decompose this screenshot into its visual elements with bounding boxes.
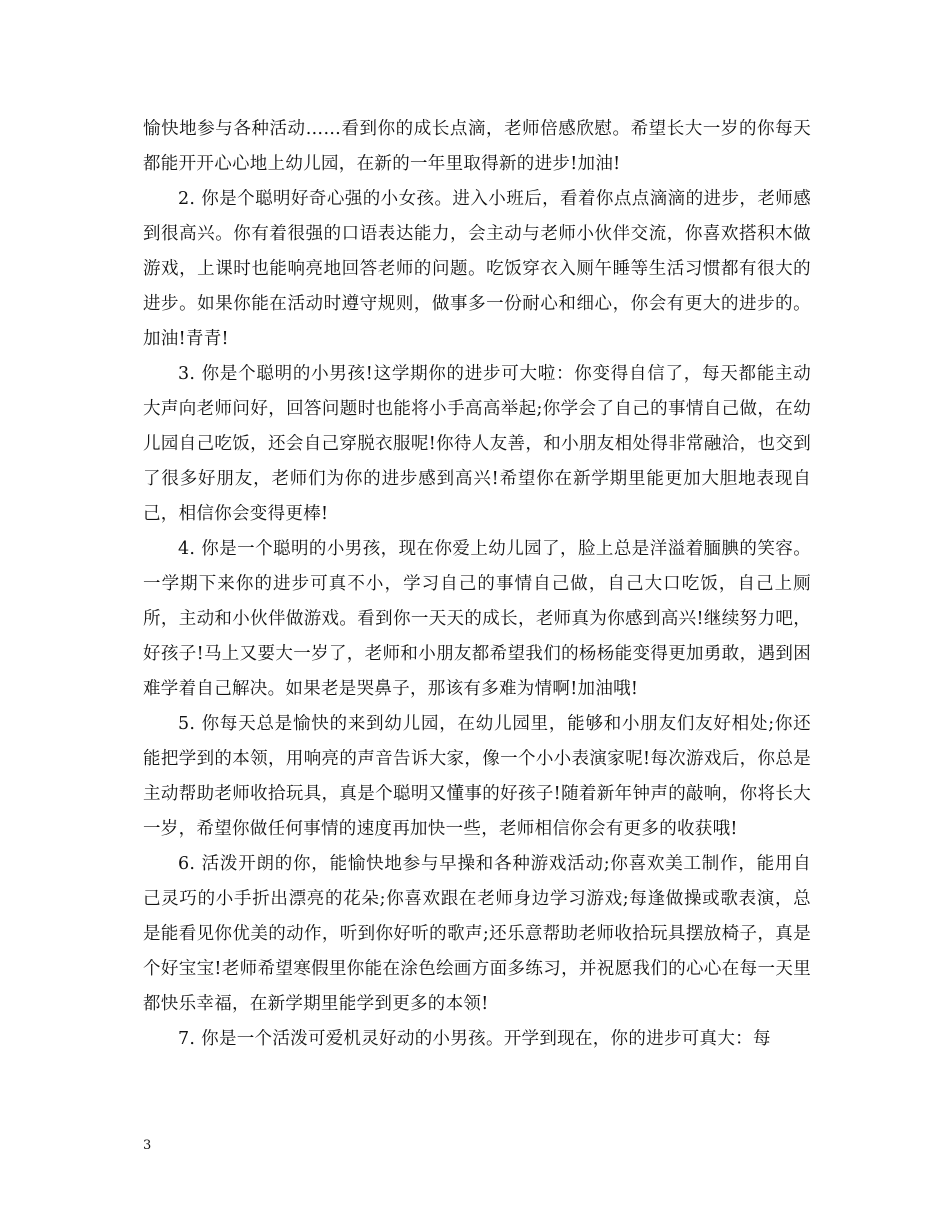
page-number: 3	[143, 1138, 152, 1153]
paragraph-item-3: 3. 你是个聪明的小男孩!这学期你的进步可大啦：你变得自信了，每天都能主动大声向老师问好，回答问题时也能将小手高高举起;你学会了自己的事情自己做，在幼儿园自己吃饭，还会自己穿脱衣服呢!你待人友善，和小朋友相处得非常融洽，也交到了很多好朋友，老师们为你的进步感到高兴!希望你在新学期里能更加大胆地表现自己，相信你会变得更棒!	[143, 364, 811, 524]
paragraph-item-4: 4. 你是一个聪明的小男孩，现在你爱上幼儿园了，脸上总是洋溢着腼腆的笑容。一学期下来你的进步可真不小，学习自己的事情自己做，自己大口吃饭，自己上厕所，主动和小伙伴做游戏。看到你一天天的成长，老师真为你感到高兴!继续努力吧，好孩子!马上又要大一岁了，老师和小朋友都希望我们的杨杨能变得更加勇敢，遇到困难学着自己解决。如果老是哭鼻子，那该有多难为情啊!加油哦!	[143, 539, 811, 699]
paragraph-continuation: 愉快地参与各种活动……看到你的成长点滴，老师倍感欣慰。希望长大一岁的你每天都能开开心心地上幼儿园，在新的一年里取得新的进步!加油!	[143, 119, 811, 174]
paragraph-item-7: 7. 你是一个活泼可爱机灵好动的小男孩。开学到现在，你的进步可真大：每	[178, 1029, 771, 1049]
document-body	[143, 112, 811, 1057]
paragraph-item-5: 5. 你每天总是愉快的来到幼儿园，在幼儿园里，能够和小朋友们友好相处;你还能把学到的本领，用响亮的声音告诉大家，像一个小小表演家呢!每次游戏后，你总是主动帮助老师收拾玩具，真是个聪明又懂事的好孩子!随着新年钟声的敲响，你将长大一岁，希望你做任何事情的速度再加快一些，老师相信你会有更多的收获哦!	[143, 714, 811, 839]
paragraph-item-6: 6. 活泼开朗的你，能愉快地参与早操和各种游戏活动;你喜欢美工制作，能用自己灵巧的小手折出漂亮的花朵;你喜欢跟在老师身边学习游戏;每逢做操或歌表演，总是能看见你优美的动作，听到你好听的歌声;还乐意帮助老师收拾玩具摆放椅子，真是个好宝宝!老师希望寒假里你能在涂色绘画方面多练习，并祝愿我们的心心在每一天里都快乐幸福，在新学期里能学到更多的本领!	[143, 854, 811, 1014]
paragraph-item-2: 2. 你是个聪明好奇心强的小女孩。进入小班后，看着你点点滴滴的进步，老师感到很高兴。你有着很强的口语表达能力，会主动与老师小伙伴交流，你喜欢搭积木做游戏，上课时也能响亮地回答老师的问题。吃饭穿衣入厕午睡等生活习惯都有很大的进步。如果你能在活动时遵守规则，做事多一份耐心和细心，你会有更大的进步的。加油!青青!	[143, 189, 811, 349]
